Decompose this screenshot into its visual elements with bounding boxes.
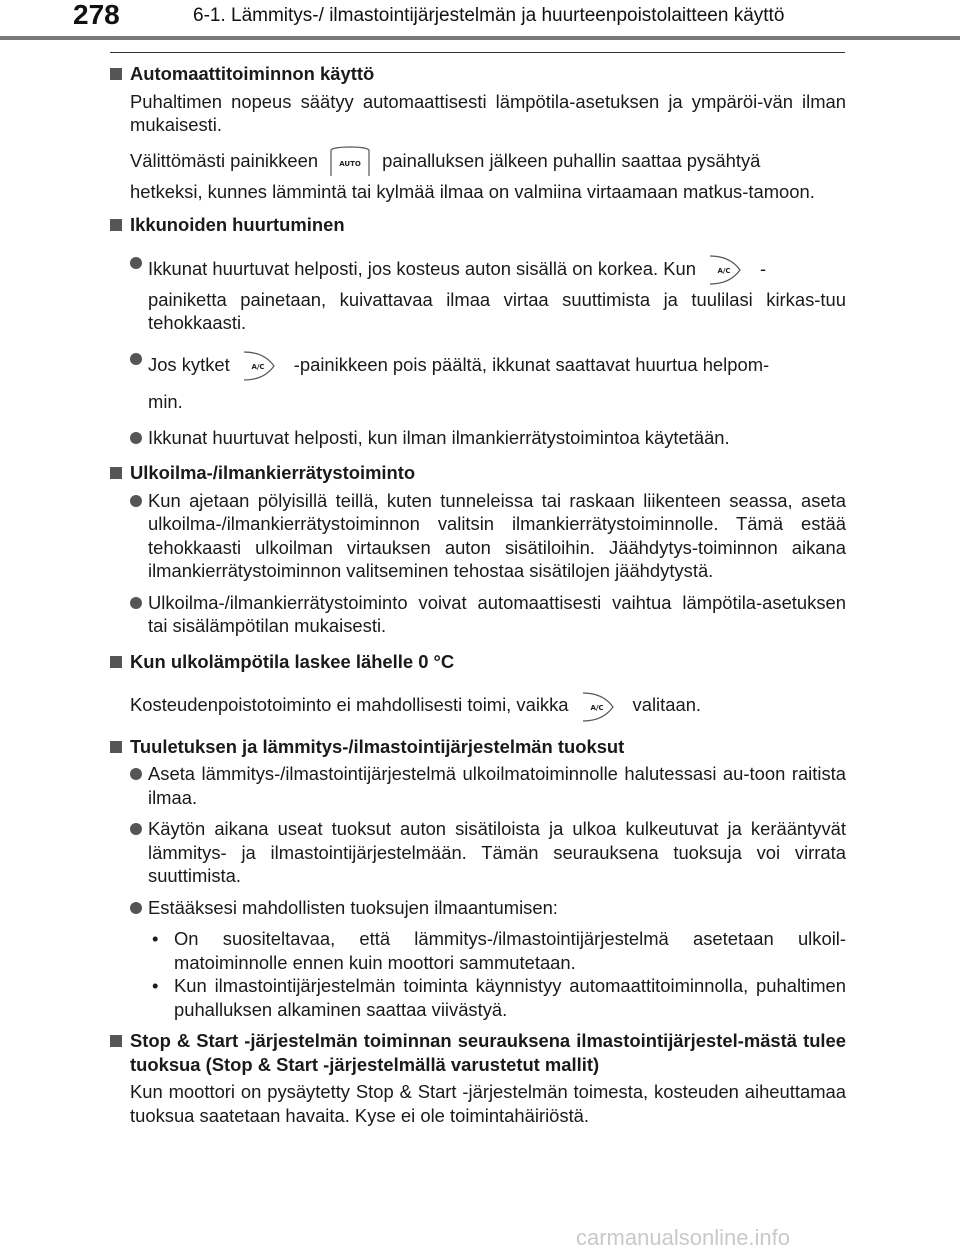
section-odors [110,735,846,1022]
round-bullet-icon [130,902,142,914]
sub-list-item: • On suositeltavaa, että lämmitys-/ilmastointijärjestelmä asetetaan ulkoil-matoiminnolle ennen kuin moottori sammutetaan. [152,928,846,973]
square-bullet-icon [110,467,122,479]
sub-list-item: • Kun ilmastointijärjestelmän toiminta käynnistyy automaattitoiminnolla, puhaltimen puhalluksen alkaminen saattaa viivästyä. [152,975,846,1020]
svg-text:A/C: A/C [589,703,604,712]
svg-text:A/C: A/C [717,266,731,275]
ac-button-icon [579,689,623,725]
watermark: carmanualsonline.info [576,1225,791,1250]
section-heading: Ikkunoiden huurtuminen [130,214,345,236]
square-bullet-icon [110,68,122,80]
svg-text:A/C: A/C [251,362,265,371]
round-bullet-icon [130,768,142,780]
list-item: Ulkoilma-/ilmankierrätystoiminto voivat automaattisesti vaihtua lämpötila-asetuksen tai sisälämpötilan mukaisesti. [130,591,846,638]
list-item: Ikkunat huurtuvat helposti, jos kosteus auton sisällä on korkea. Kun A/C - painiketta painetaan, kuivattavaa ilmaa virtaa suuttimista ja tuulilasi kirkas-tuu tehokkaasti. [130,251,846,335]
paragraph: Välittömästi painikkeen AUTO painalluksen jälkeen puhallin saattaa pysähtyä [130,143,846,180]
page-number: 278 [73,0,120,30]
round-bullet-icon [130,495,142,507]
section-cold-weather [110,650,846,725]
section-recirculation [110,461,846,638]
section-rule [110,52,845,53]
paragraph: Kun moottori on pysäytetty Stop & Start -järjestelmän toimesta, kosteuden aiheuttamaa tuoksua saatetaan havaita. Kyse ei ole toimintahäiriöstä. [130,1081,846,1126]
round-bullet-icon [130,823,142,835]
section-heading: Kun ulkolämpötila laskee lähelle 0 °C [130,650,455,672]
list-item: Jos kytket A/C -painikkeen pois päältä, ikkunat saattavat huurtua helpom- min. [130,347,846,420]
paragraph: Puhaltimen nopeus säätyy automaattisesti lämpötila-asetuksen ja ympäröi-vän ilman mukaisesti. [130,90,846,135]
header-rule [0,36,960,40]
paragraph: hetkeksi, kunnes lämmintä tai kylmää ilmaa on valmiina virtaamaan matkus-tamoon. [130,180,815,202]
auto-button-icon [328,144,372,180]
section-stop-start [110,1029,846,1127]
section-heading: Automaattitoiminnon käyttö [130,63,375,84]
round-bullet-icon [130,257,142,269]
section-fog [110,213,846,449]
list-item: Estääksesi mahdollisten tuoksujen ilmaantumisen: [130,896,846,920]
page-header [0,0,960,42]
list-item: Ikkunat huurtuvat helposti, kun ilman ilmankierrätystoimintoa käytetään. [130,426,846,450]
round-bullet-icon [130,353,142,365]
section-heading: Stop & Start -järjestelmän toiminnan seurauksena ilmastointijärjestel-mästä tulee tuoksua (Stop & Start -järjestelmällä varustetut mallit) [130,1030,846,1075]
round-bullet-icon [130,432,142,444]
paragraph: Kosteudenpoistotoiminto ei mahdollisesti toimi, vaikka A/C valitaan. [130,687,846,724]
ac-button-icon [706,252,750,288]
chapter-title: 6-1. Lämmitys-/ ilmastointijärjestelmän ja huurteenpoistolaitteen käyttö [193,5,785,26]
section-heading: Tuuletuksen ja lämmitys-/ilmastointijärjestelmän tuoksut [130,735,625,757]
square-bullet-icon [110,1035,122,1047]
list-item: Käytön aikana useat tuoksut auton sisätiloista ja ulkoa kulkeutuvat ja kerääntyvät lämmitys- ja ilmastointijärjestelmään. Tämän seurauksena tuoksuja voi virrata suuttimista. [130,817,846,888]
ac-button-icon [240,348,284,384]
page-content [110,62,846,1127]
svg-text:AUTO: AUTO [339,159,361,168]
square-bullet-icon [110,219,122,231]
square-bullet-icon [110,656,122,668]
section-heading: Ulkoilma-/ilmankierrätystoiminto [130,462,416,484]
list-item: Kun ajetaan pölyisillä teillä, kuten tunneleissa tai raskaan liikenteen seassa, aseta ulkoilma-/ilmankierrätystoiminnon valitsin ilmankierrätystoiminnolle. Tämä estää tehokkaasti ulkoilman virtauksen auton sisätiloihin. Jäähdytys-toiminnon aikana ilmankierrätystoiminnon valitseminen tehostaa sisätilojen jäähdytystä. [130,489,846,583]
section-auto [110,62,846,203]
square-bullet-icon [110,741,122,753]
list-item: Aseta lämmitys-/ilmastointijärjestelmä ulkoilmatoiminnolle halutessasi au-toon raitista ilmaa. [130,762,846,809]
round-bullet-icon [130,597,142,609]
